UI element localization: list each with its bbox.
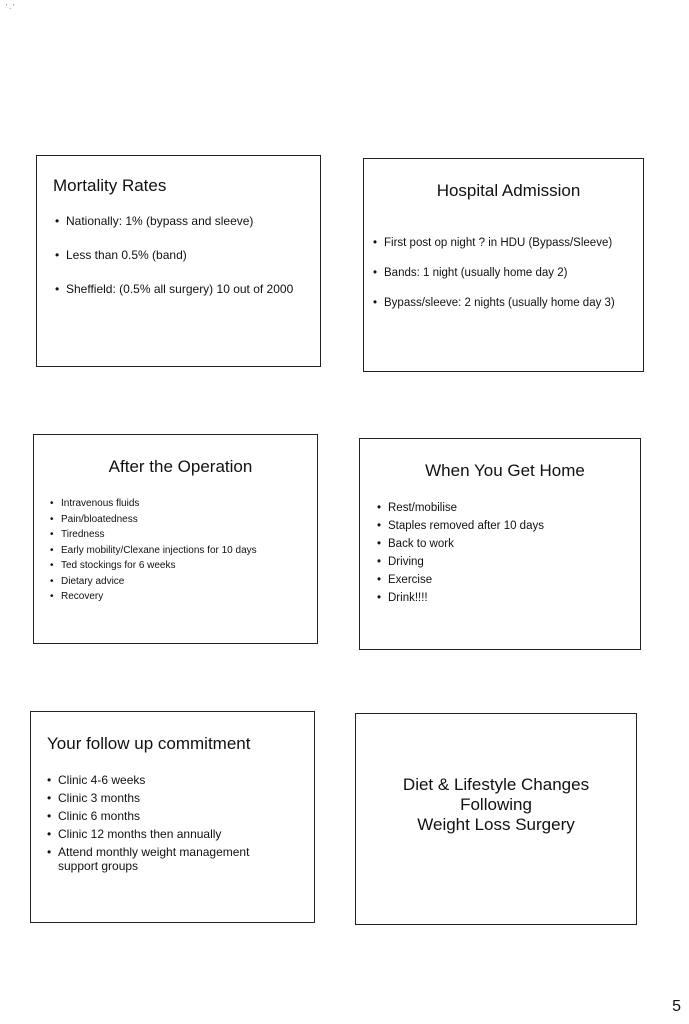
slide-when-you-get-home [359, 438, 641, 650]
bullet-list [50, 496, 312, 605]
scan-speck: ' . ' [6, 4, 15, 11]
list-item: • Clinic 12 months then annually [47, 825, 275, 843]
list-item: • Early mobility/Clexane injections for 10 days [50, 543, 312, 559]
slide-follow-up-commitment [30, 711, 315, 923]
list-item: • Intravenous fluids [50, 496, 312, 512]
list-item: • Driving [377, 553, 635, 571]
list-item: • Recovery [50, 589, 312, 605]
slide-title: When You Get Home [425, 461, 585, 480]
list-item: • Tiredness [50, 527, 312, 543]
slide-title: Hospital Admission [436, 181, 581, 200]
list-item: • Nationally: 1% (bypass and sleeve) [55, 214, 310, 228]
slide-diet-lifestyle-changes [355, 713, 637, 925]
slide-title: Mortality Rates [53, 176, 167, 195]
list-item: • Ted stockings for 6 weeks [50, 558, 312, 574]
list-item: • Clinic 4-6 weeks [47, 771, 275, 789]
list-item: • Bands: 1 night (usually home day 2) [373, 266, 641, 280]
list-item: • Dietary advice [50, 574, 312, 590]
list-item: • Drink!!!! [377, 589, 635, 607]
list-item: • Clinic 6 months [47, 807, 275, 825]
bullet-list [47, 771, 275, 873]
list-item: • Staples removed after 10 days [377, 517, 635, 535]
list-item: • Bypass/sleeve: 2 nights (usually home day 3) [373, 296, 641, 310]
list-item: • Exercise [377, 571, 635, 589]
list-item: • Pain/bloatedness [50, 512, 312, 528]
list-item: • Rest/mobilise [377, 499, 635, 517]
slide-title: After the Operation [108, 457, 253, 476]
page-number: 5 [672, 998, 681, 1015]
slide-title: Your follow up commitment [47, 734, 251, 753]
list-item: • First post op night ? in HDU (Bypass/Sleeve) [373, 236, 641, 250]
list-item: • Less than 0.5% (band) [55, 248, 310, 262]
list-item: • Back to work [377, 535, 635, 553]
bullet-list [373, 236, 641, 310]
slide-hospital-admission [363, 158, 644, 372]
slide-after-the-operation [33, 434, 318, 644]
slide-mortality-rates [36, 155, 321, 367]
bullet-list [377, 499, 635, 607]
bullet-list [55, 214, 310, 296]
list-item: • Sheffield: (0.5% all surgery) 10 out of 2000 [55, 282, 310, 296]
list-item: • Clinic 3 months [47, 789, 275, 807]
slide-title: Diet & Lifestyle Changes Following Weight Loss Surgery [402, 775, 590, 834]
list-item: • Attend monthly weight management support groups [47, 845, 275, 873]
